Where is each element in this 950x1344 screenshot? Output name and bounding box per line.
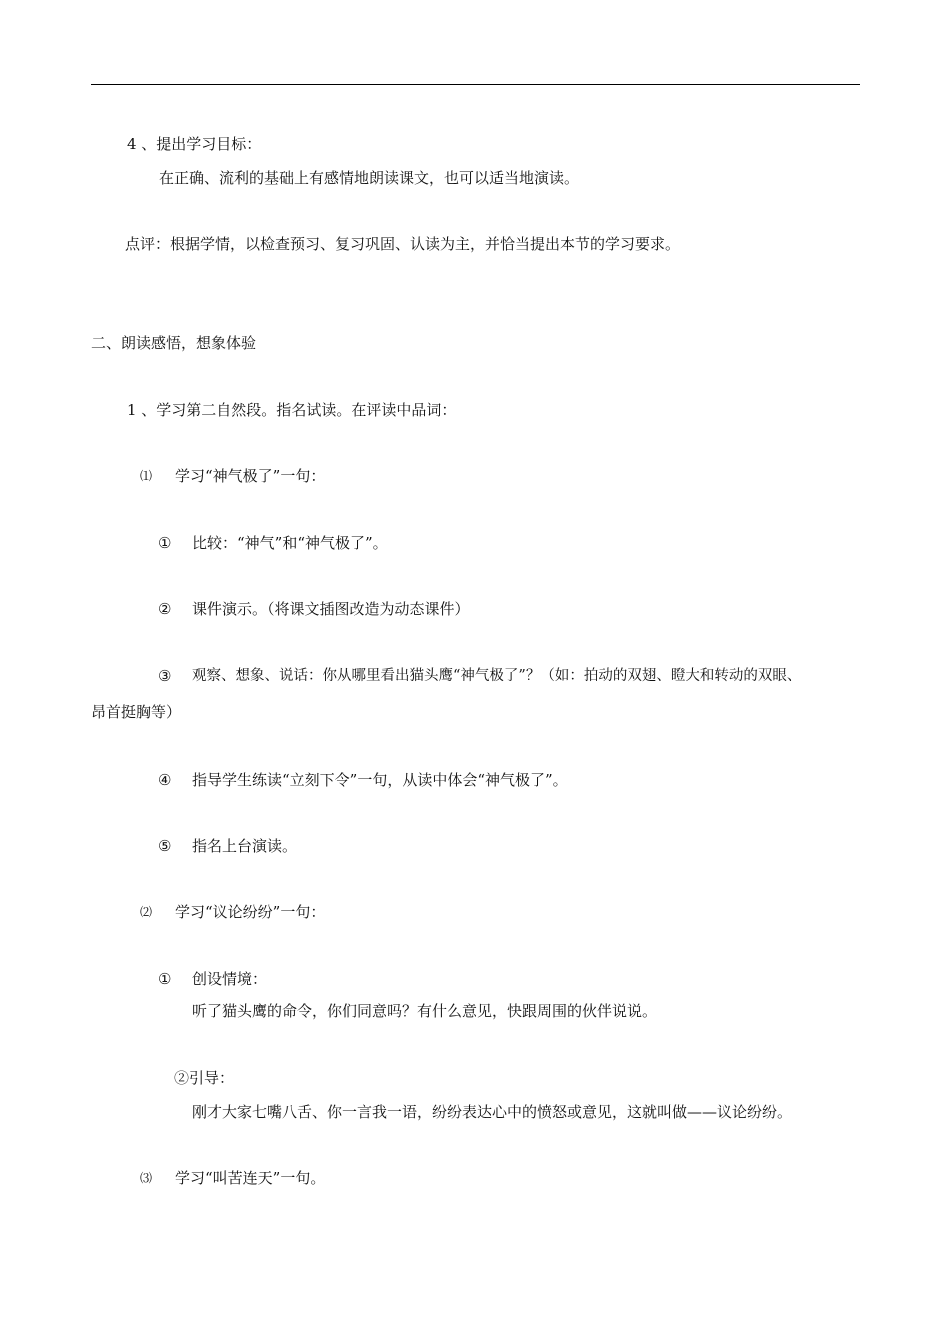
comment-text: 点评：根据学情，以检查预习、复习巩固、认读为主，并恰当提出本节的学习要求。 xyxy=(125,235,681,253)
p2-c2-body: 刚才大家七嘴八舌、你一言我一语，纷纷表达心中的愤怒或意见，这就叫做——议论纷纷。 xyxy=(192,1103,793,1121)
p2-c1-body: 听了猫头鹰的命令，你们同意吗？有什么意见，快跟周围的伙伴说说。 xyxy=(192,1002,658,1020)
p1-c3-text: 观察、想象、说话：你从哪里看出猫头鹰“神气极了”？（如：拍动的双翅、瞪大和转动的双眼、 xyxy=(192,668,802,684)
section-title: 二、朗读感悟，想象体验 xyxy=(91,334,257,352)
p1-marker: ⑴ xyxy=(140,469,153,483)
p2-c1-marker: ① xyxy=(158,970,172,988)
header-rule xyxy=(91,84,860,85)
p1-c3-continuation: 昂首挺胸等） xyxy=(91,703,182,721)
goal-body: 在正确、流利的基础上有感情地朗读课文，也可以适当地演读。 xyxy=(159,169,580,187)
p2-marker: ⑵ xyxy=(140,905,153,919)
p1-c4-marker: ④ xyxy=(158,771,172,789)
p1-c2-text: 课件演示。（将课文插图改造为动态课件） xyxy=(192,600,470,618)
p3-marker: ⑶ xyxy=(140,1171,153,1185)
p3-text: 学习“叫苦连天”一句。 xyxy=(175,1169,326,1187)
item-1: 1 、学习第二自然段。指名试读。在评读中品词： xyxy=(127,401,457,419)
p1-c2-marker: ② xyxy=(158,600,172,618)
p1-c5-marker: ⑤ xyxy=(158,837,172,855)
p2-c1-text: 创设情境： xyxy=(192,970,268,988)
p2-c2-text: ②引导： xyxy=(174,1069,235,1087)
p2-text: 学习“议论纷纷”一句： xyxy=(175,903,326,921)
p1-text: 学习“神气极了”一句： xyxy=(175,467,326,485)
p1-c1-text: 比较：“神气”和“神气极了”。 xyxy=(192,534,388,552)
goal-heading: 4 、提出学习目标： xyxy=(127,135,262,153)
p1-c1-marker: ① xyxy=(158,534,172,552)
p1-c4-text: 指导学生练读“立刻下令”一句，从读中体会“神气极了”。 xyxy=(192,771,568,789)
p1-c5-text: 指名上台演读。 xyxy=(192,837,298,855)
p1-c3-marker: ③ xyxy=(158,667,172,685)
